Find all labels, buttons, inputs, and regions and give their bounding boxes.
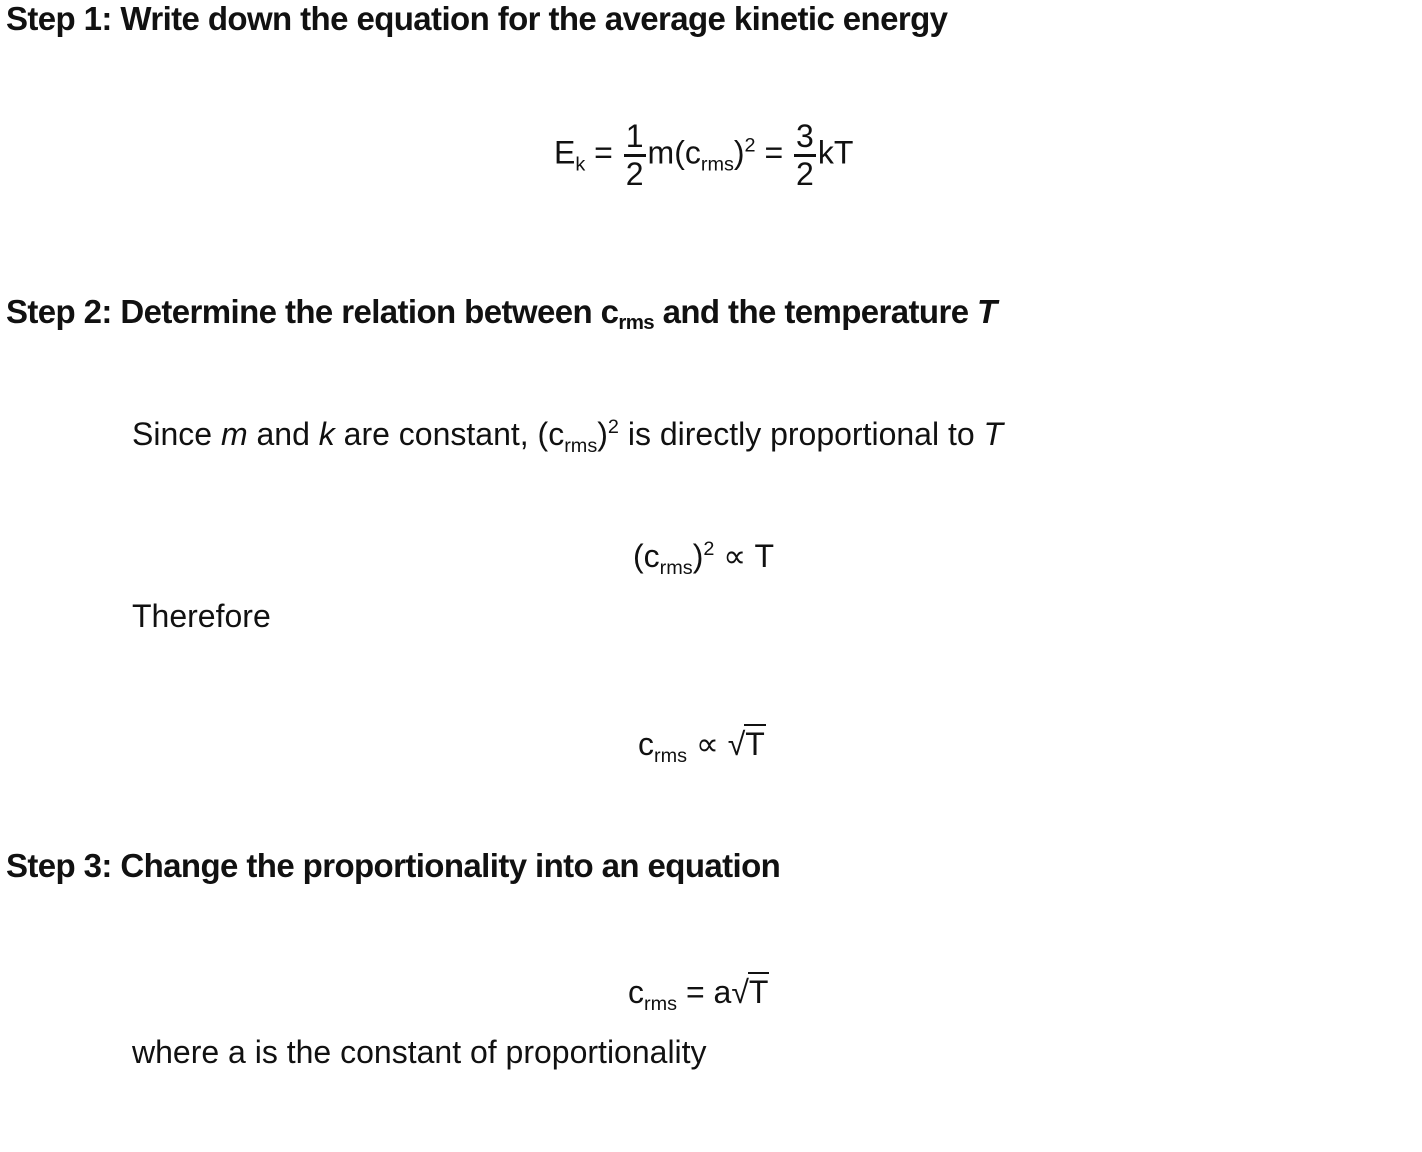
square-root [728,728,766,760]
mass-term: m(c [647,134,701,171]
rms-subscript: rms [654,744,688,767]
kinetic-energy-equation [554,120,853,190]
fraction-one-half [624,120,646,190]
ek-subscript: k [575,153,586,176]
radical-sign: √ [727,726,746,762]
equals-a: = a [677,974,732,1010]
step2-heading [6,293,997,335]
and-text: and [247,416,319,452]
proportional-to-t: ∝ T [714,538,774,574]
fraction-three-halves [794,120,816,190]
crms-equation [628,976,769,1015]
rms-subscript: rms [644,992,678,1015]
mass-symbol: m [220,416,248,452]
equals-sign: = [594,134,613,171]
kt-term: kT [817,134,854,171]
fraction-numerator: 1 [624,120,646,157]
step3-heading: Step 3: Change the proportionality into an equation [6,847,781,884]
boltzmann-symbol: k [318,416,335,452]
therefore-text: Therefore [132,598,271,634]
since-statement [132,416,1003,458]
squared-superscript: 2 [703,538,715,561]
ek-symbol: E [554,134,576,171]
c-symbol: c [628,974,644,1010]
crms-proportional-sqrt-equation [638,728,766,767]
close-paren: ) [733,134,745,171]
rms-subscript: rms [564,434,598,457]
since-text: Since [132,416,221,452]
temperature-symbol: T [983,416,1004,452]
step2-heading-text-cont: and the temperature [654,293,978,330]
fraction-denominator: 2 [625,156,644,192]
close-paren: ) [597,416,608,452]
rms-subscript: rms [618,311,655,335]
where-statement: where a is the constant of proportionality [132,1034,707,1070]
proportional-sign: ∝ [687,726,728,762]
temperature-symbol: T [977,293,997,330]
rms-subscript: rms [659,556,693,579]
constant-text: are constant, (c [334,416,565,452]
squared-superscript: 2 [744,134,756,157]
radicand-t: T [748,974,769,1010]
equals-sign: = [764,134,784,171]
c-symbol: c [638,726,654,762]
squared-superscript: 2 [607,416,619,439]
rms-subscript: rms [700,153,734,176]
radicand-t: T [745,726,765,762]
close-paren: ) [692,538,704,574]
square-root [731,976,769,1008]
fraction-numerator: 3 [794,120,816,157]
step1-heading: Step 1: Write down the equation for the average kinetic energy [6,0,948,37]
crms-squared-proportional-equation [633,540,774,579]
radical-sign: √ [731,974,749,1010]
proportional-text: is directly proportional to [618,416,984,452]
fraction-denominator: 2 [796,156,814,192]
step2-heading-text: Step 2: Determine the relation between c [6,293,619,330]
open-paren-c: (c [633,538,660,574]
